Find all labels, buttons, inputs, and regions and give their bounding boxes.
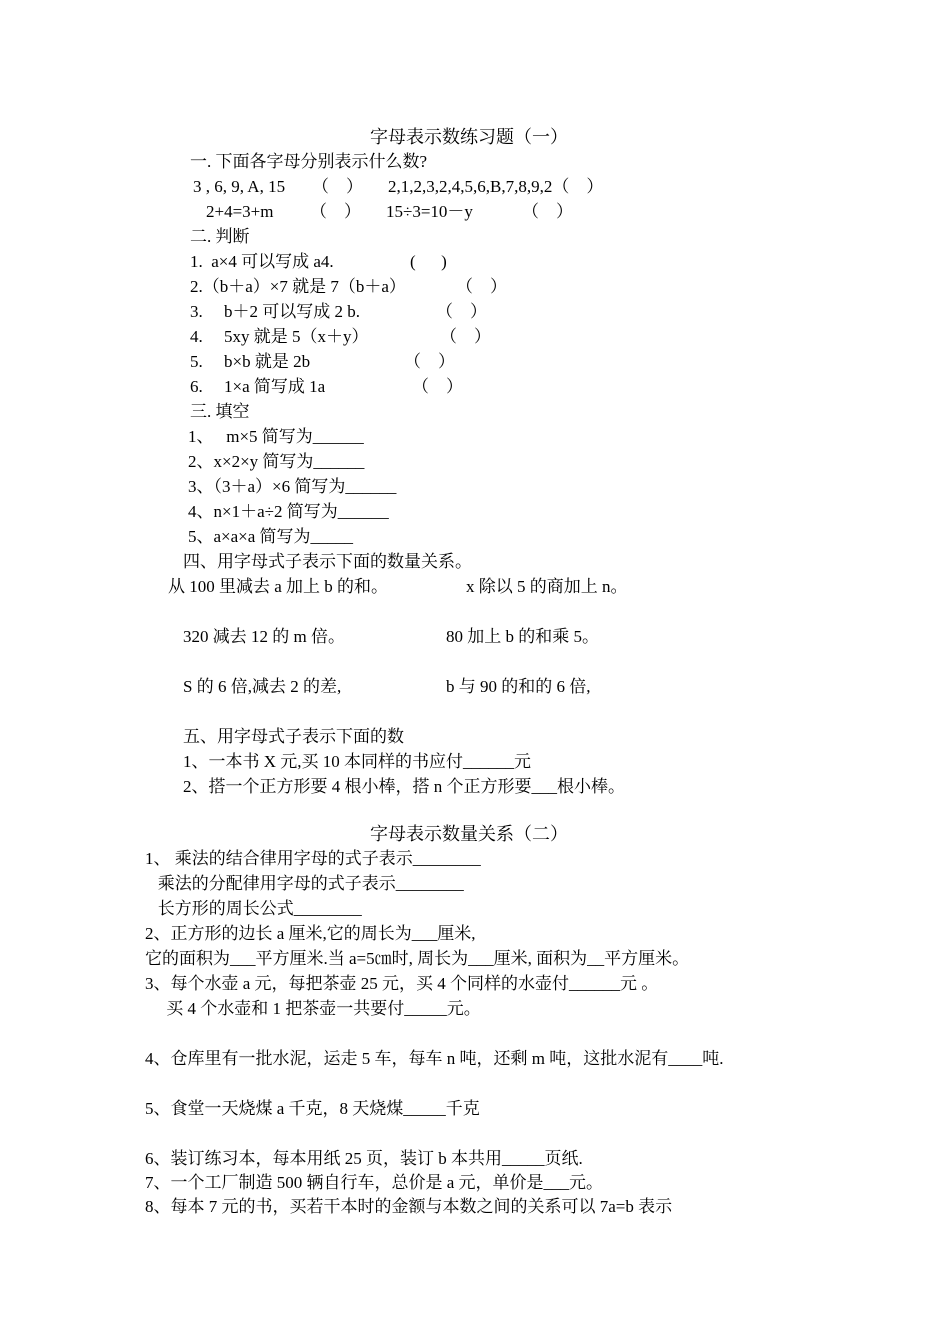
section5-heading: 五、用字母式子表示下面的数	[183, 727, 404, 746]
relation-2-left: 320 减去 12 的 m 倍。	[183, 627, 345, 646]
part2-line-8: 4、仓库里有一批水泥，运走 5 车，每车 n 吨，还剩 m 吨，这批水泥有____吨.	[145, 1049, 724, 1068]
part2-line-12: 8、每本 7 元的书，买若干本时的金额与本数之间的关系可以 7a=b 表示	[145, 1197, 673, 1216]
relation-3-right: b 与 90 的和的 6 倍,	[446, 677, 591, 696]
judge-item-3: 3. b＋2 可以写成 2 b.	[190, 302, 360, 321]
section1-row1-left-paren: （ ）	[312, 177, 363, 196]
judge-item-1: 1. a×4 可以写成 a4.	[190, 252, 334, 271]
judge-paren-1: ( )	[410, 252, 447, 271]
section1-row1-right: 2,1,2,3,2,4,5,6,B,7,8,9,2（ ）	[388, 177, 604, 196]
judge-paren-2: （ ）	[456, 277, 507, 296]
fill-item-3: 3、（3＋a）×6 简写为______	[188, 477, 397, 496]
section3-heading: 三. 填空	[190, 402, 250, 421]
relation-3-left: S 的 6 倍,减去 2 的差,	[183, 677, 342, 696]
relation-1-left: 从 100 里减去 a 加上 b 的和。	[168, 577, 389, 596]
part2-line-2: 乘法的分配律用字母的式子表示________	[145, 874, 464, 893]
relation-2-right: 80 加上 b 的和乘 5。	[446, 627, 599, 646]
relation-1-right: x 除以 5 的商加上 n。	[466, 577, 628, 596]
judge-paren-5: （ ）	[404, 352, 455, 371]
judge-item-5: 5. b×b 就是 2b	[190, 352, 311, 371]
part2-line-9: 5、食堂一天烧煤 a 千克，8 天烧煤_____千克	[145, 1099, 480, 1118]
part2-line-5: 它的面积为___平方厘米.当 a=5㎝时, 周长为___厘米, 面积为__平方厘米。	[145, 949, 690, 968]
section5-item-2: 2、搭一个正方形要 4 根小棒，搭 n 个正方形要___根小棒。	[183, 777, 625, 796]
judge-item-4: 4. 5xy 就是 5（x＋y）	[190, 327, 369, 346]
section1-row2-right-paren: （ ）	[522, 202, 573, 221]
fill-item-5: 5、a×a×a 简写为_____	[188, 527, 354, 546]
part2-line-11: 7、一个工厂制造 500 辆自行车，总价是 a 元，单价是___元。	[145, 1173, 604, 1192]
part2-line-7: 买 4 个水壶和 1 把茶壶一共要付_____元。	[145, 999, 481, 1018]
section5-item-1: 1、一本书 X 元,买 10 本同样的书应付______元	[183, 752, 532, 771]
judge-paren-6: （ ）	[412, 377, 463, 396]
part2-line-1: 1、 乘法的结合律用字母的式子表示________	[145, 849, 481, 868]
part2-line-6: 3、每个水壶 a 元，每把茶壶 25 元，买 4 个同样的水壶付______元 。	[145, 974, 659, 993]
section1-row2-mid: 15÷3=10－y	[386, 202, 473, 221]
part2-line-10: 6、装订练习本，每本用纸 25 页，装订 b 本共用_____页纸.	[145, 1149, 583, 1168]
fill-item-4: 4、n×1＋a÷2 简写为______	[188, 502, 389, 521]
judge-item-6: 6. 1×a 简写成 1a	[190, 377, 326, 396]
judge-paren-3: （ ）	[436, 302, 487, 321]
part2-line-4: 2、正方形的边长 a 厘米,它的周长为___厘米,	[145, 924, 476, 943]
part2-line-3: 长方形的周长公式________	[145, 899, 362, 918]
judge-paren-4: （ ）	[440, 327, 491, 346]
fill-item-1: 1、 m×5 简写为______	[188, 427, 364, 446]
judge-item-2: 2.（b＋a）×7 就是 7（b＋a）	[190, 277, 406, 296]
section1-row2-left: 2+4=3+m	[206, 202, 274, 221]
worksheet-title-1: 字母表示数练习题（一）	[370, 127, 568, 147]
section4-heading: 四、用字母式子表示下面的数量关系。	[183, 552, 472, 571]
worksheet-title-2: 字母表示数量关系（二）	[370, 824, 568, 844]
section1-row2-left-paren: （ ）	[310, 202, 361, 221]
section1-heading: 一. 下面各字母分别表示什么数?	[190, 152, 428, 171]
section1-row1-left: 3 , 6, 9, A, 15	[193, 177, 286, 196]
fill-item-2: 2、x×2×y 简写为______	[188, 452, 365, 471]
section2-heading: 二. 判断	[190, 227, 250, 246]
